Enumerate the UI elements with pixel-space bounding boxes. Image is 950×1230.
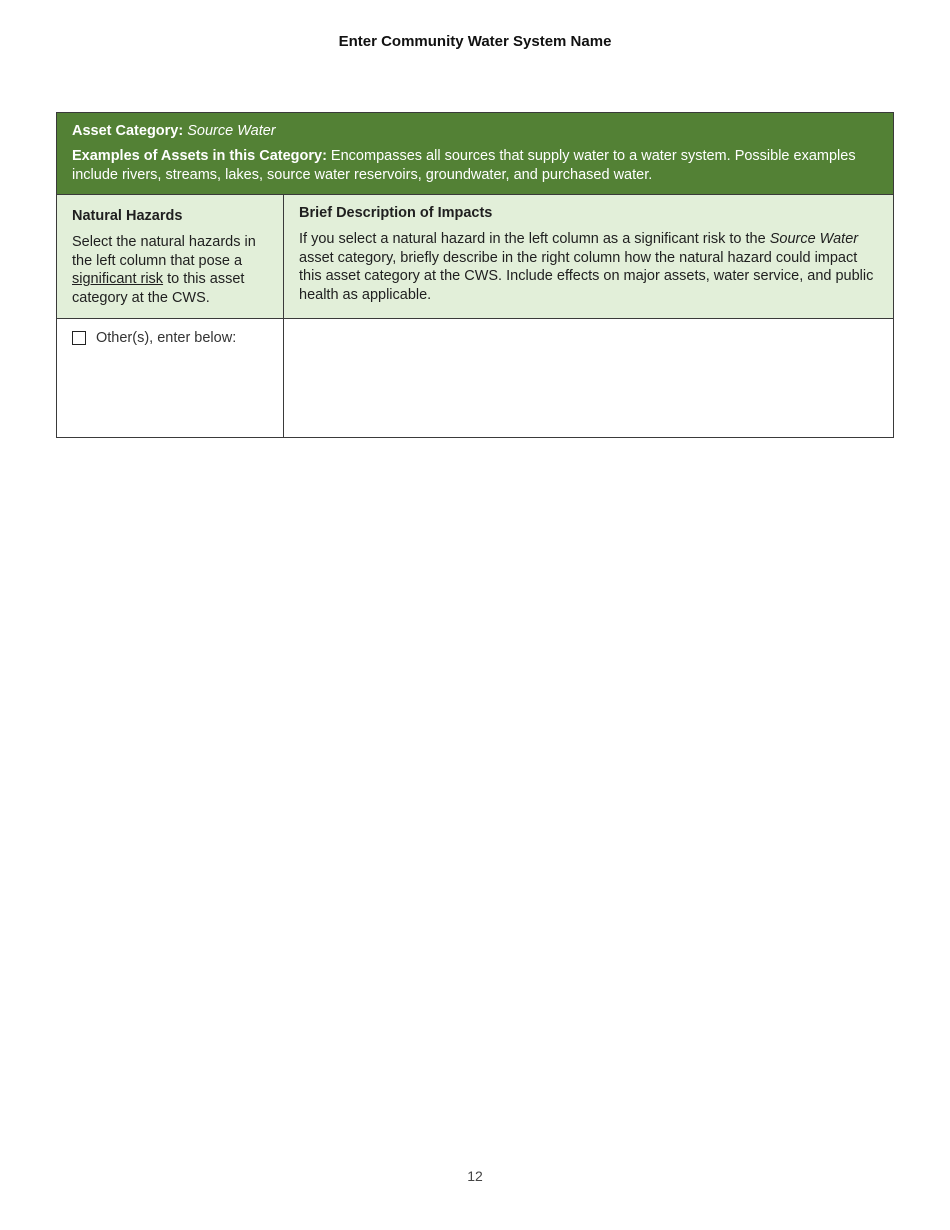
asset-category-table [56,112,894,438]
asset-examples-label: Examples of Assets in this Category: [72,148,327,164]
natural-hazards-header-cell [57,195,284,318]
asset-category-banner [57,113,893,195]
asset-category-label: Asset Category: [72,123,184,139]
impacts-instructions [299,230,878,304]
hazards-text-before: Select the natural hazards in the left column that pose a [72,234,256,269]
natural-hazards-instructions [72,233,268,307]
other-hazard-label: Other(s), enter below: [96,330,237,346]
asset-category-line [72,122,878,141]
cws-name-title: Enter Community Water System Name [338,33,612,50]
other-hazard-option[interactable] [72,330,268,346]
asset-examples-line [72,147,878,185]
impacts-text-italic: Source Water [769,231,859,247]
impacts-text-before: If you select a natural hazard in the left column as a significant risk to the [299,231,770,247]
asset-examples-text: Encompasses all sources that supply water to a water system. Possible examples include rivers, streams, lakes, source water reservoirs, groundwater, and purchased water. [72,148,856,183]
impacts-text-after: asset category, briefly describe in the right column how the natural hazard could impact this asset category at the CWS. Include effects on major assets, water service, and public health as applicable. [299,249,874,303]
impacts-heading: Brief Description of Impacts [299,205,493,221]
page-number: 12 [467,1168,483,1184]
other-hazard-checkbox[interactable] [72,331,86,345]
hazards-text-underlined: significant risk [72,271,164,287]
impact-description-field[interactable] [284,319,893,437]
hazards-text-after: to this asset category at the CWS. [72,271,245,306]
instructions-row [57,195,893,319]
entry-row [57,319,893,437]
natural-hazards-heading: Natural Hazards [72,208,183,224]
impacts-header-cell [284,195,893,318]
hazard-selection-cell [57,319,284,437]
asset-category-value: Source Water [187,123,276,139]
